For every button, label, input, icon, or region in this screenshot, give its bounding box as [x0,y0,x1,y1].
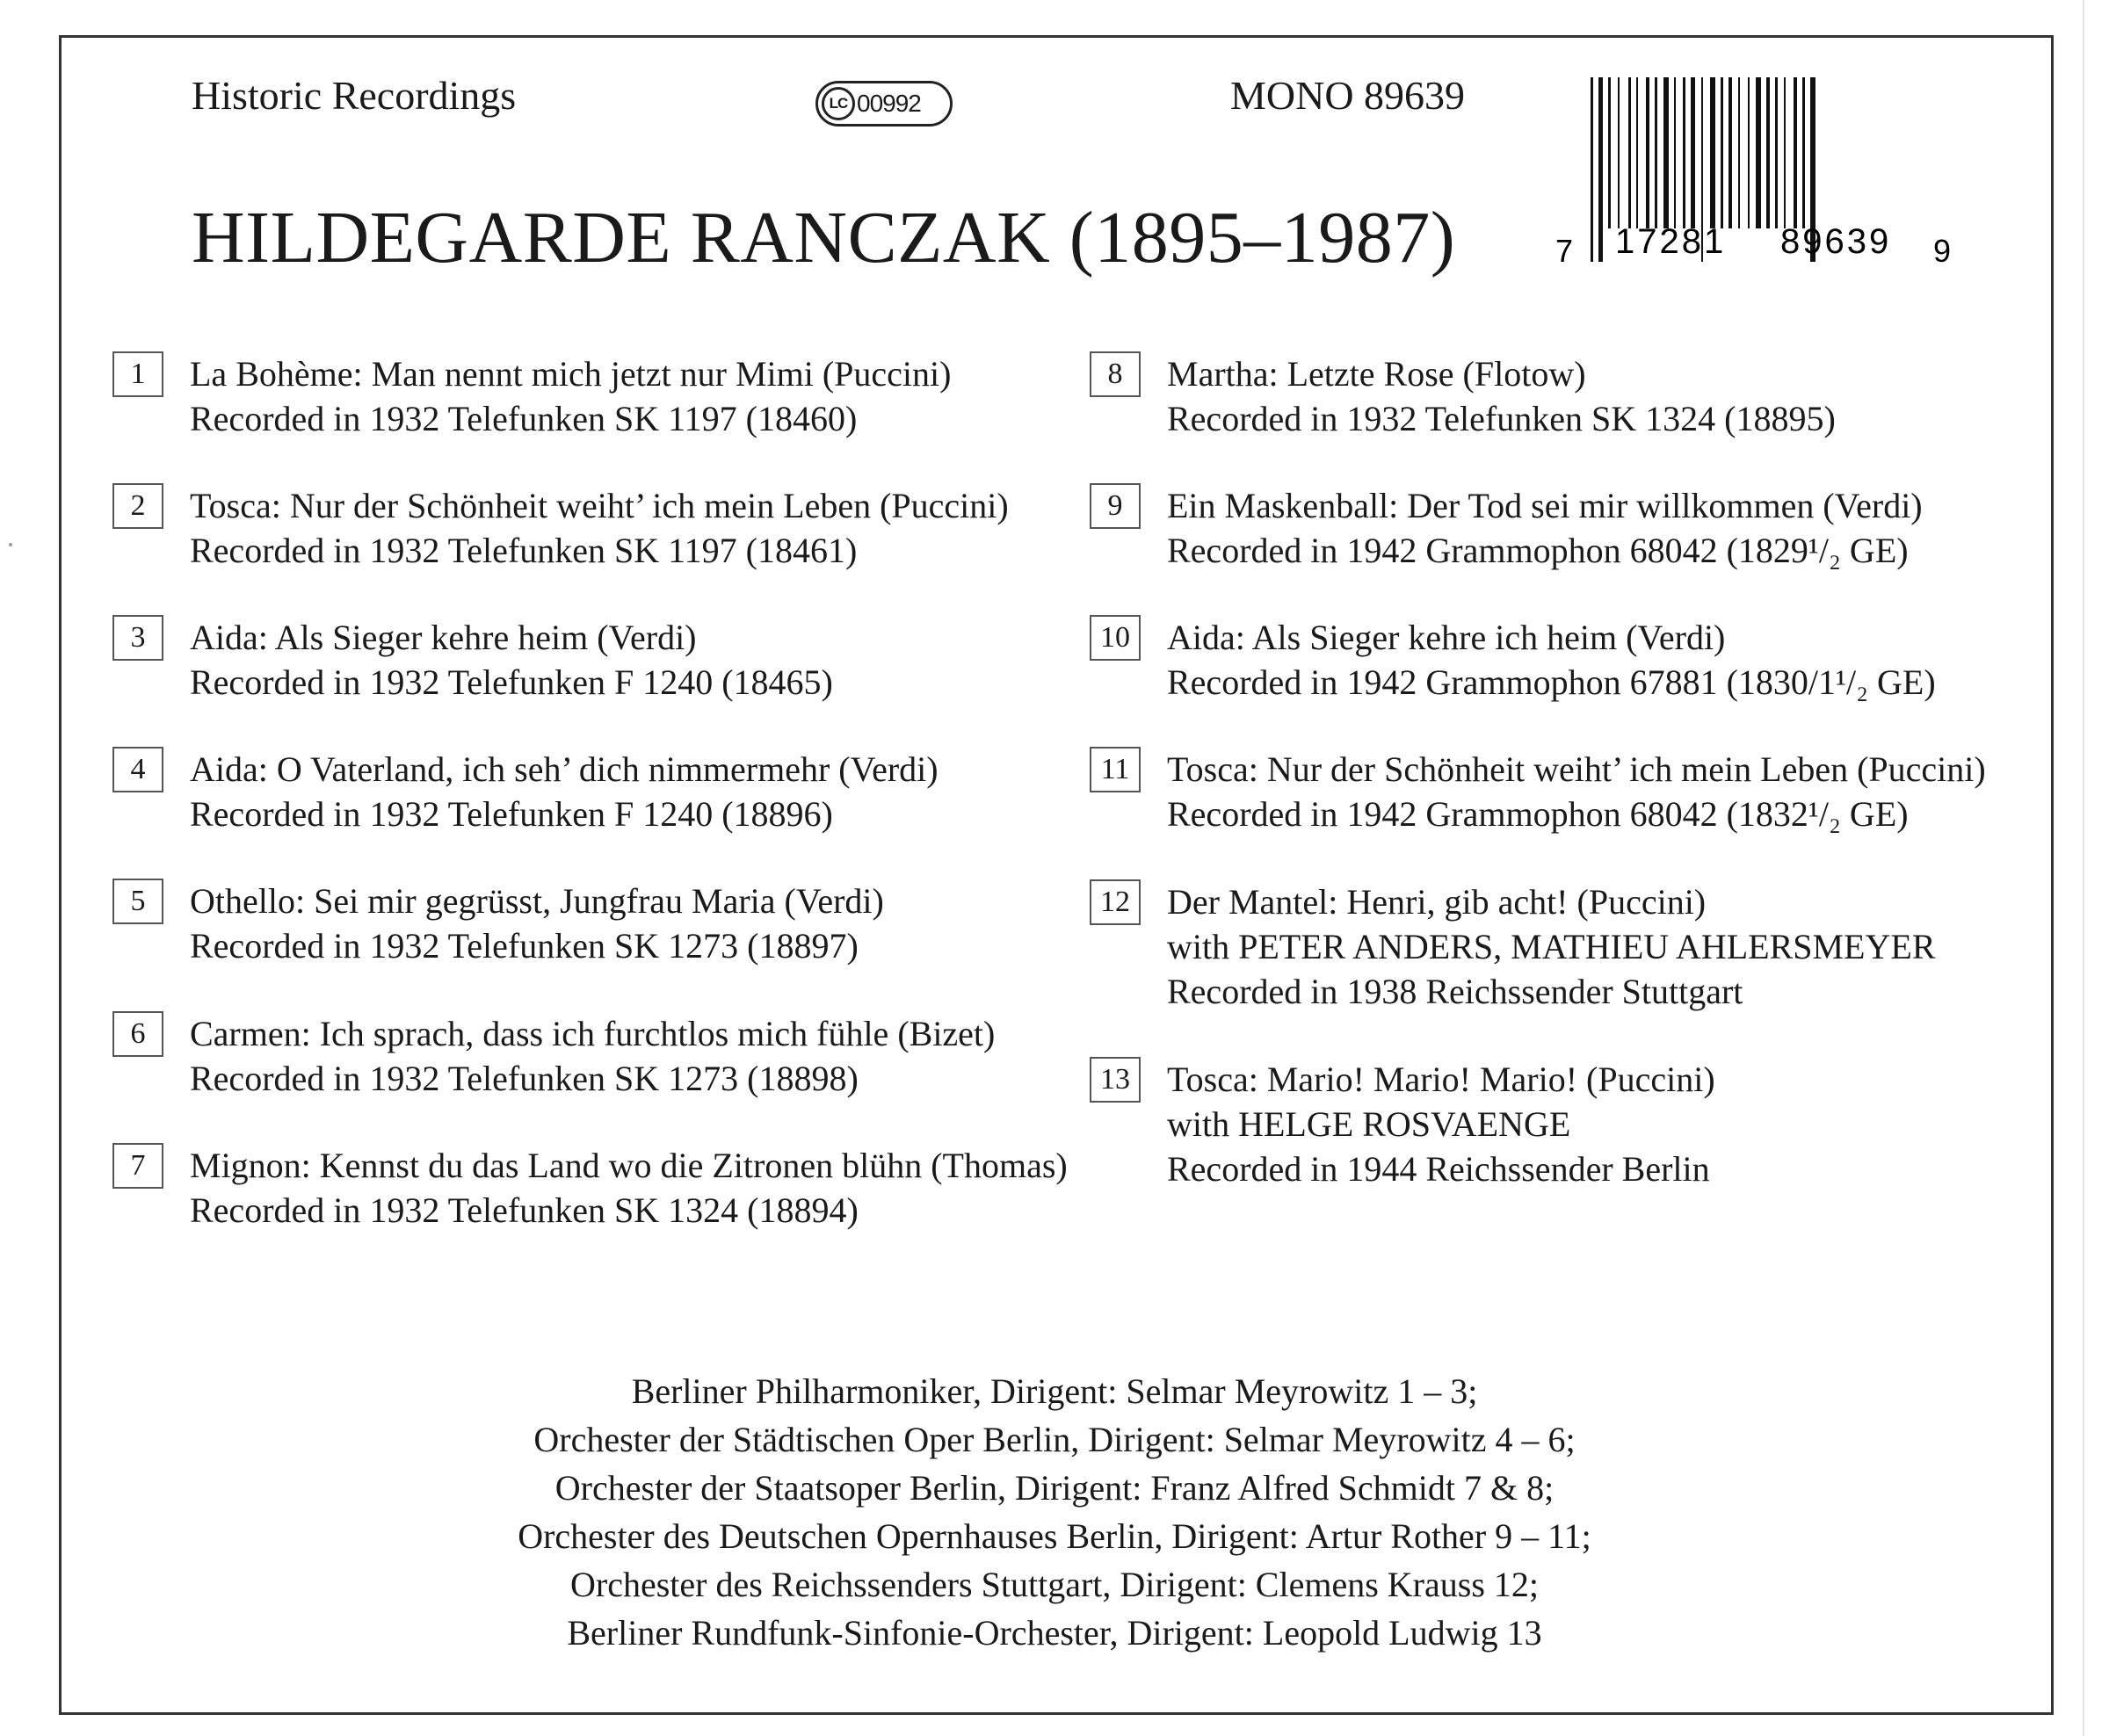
barcode [1555,77,1953,271]
label-code-prefix: LC [822,87,855,120]
track-detail: Recorded in 1938 Reichssender Stuttgart [1167,972,1743,1011]
barcode-bar [1646,77,1649,228]
track-title: Mignon: Kennst du das Land wo die Zitronen blühn (Thomas) [190,1146,1068,1185]
credit-line: Orchester der Städtischen Oper Berlin, Dirigent: Selmar Meyrowitz 4 – 6; [533,1420,1576,1459]
barcode-bar [1618,77,1620,228]
barcode-bar [1710,77,1715,228]
catalog-number: MONO 89639 [1230,73,1466,118]
track-text [190,747,939,836]
track-text [190,615,833,705]
barcode-bar [1721,77,1723,228]
barcode-digit-right: 9 [1933,233,1952,269]
barcode-bar [1674,77,1676,228]
track-title: Ein Maskenball: Der Tod sei mir willkommen (Verdi) [1167,486,1923,525]
credit-line: Orchester der Staatsoper Berlin, Dirigent: Franz Alfred Schmidt 7 & 8; [554,1468,1555,1508]
track-detail: Recorded in 1942 Grammophon 68042 (1832¹/₂ GE) [1167,794,1909,834]
track-text [1167,615,1936,705]
track-text [1167,879,1936,1014]
page-title: HILDEGARDE RANCZAK (1895–1987) [192,197,1456,278]
track-number: 2 [112,483,163,529]
track-number: 11 [1090,747,1141,792]
track-detail: with PETER ANDERS, MATHIEU AHLERSMEYER [1167,927,1936,966]
track-number: 7 [112,1143,163,1189]
barcode-bar [1756,77,1761,228]
track-title: Aida: Als Sieger kehre ich heim (Verdi) [1167,618,1726,657]
credit-line: Orchester des Deutschen Opernhauses Berlin, Dirigent: Artur Rother 9 – 11; [518,1516,1591,1556]
track-number: 8 [1090,351,1141,397]
orchestra-credits [0,1367,2109,1657]
barcode-bar [1628,77,1631,228]
barcode-bar [1591,77,1593,262]
track-text [190,483,1009,573]
track-title: Tosca: Nur der Schönheit weiht’ ich mein Leben (Puccini) [1167,749,1986,789]
track-title: Tosca: Mario! Mario! Mario! (Puccini) [1167,1060,1715,1099]
barcode-bar [1794,77,1797,228]
track-text [190,879,884,968]
track-text [190,1011,995,1101]
track-number: 9 [1090,483,1141,529]
track-detail: Recorded in 1932 Telefunken SK 1197 (18461) [190,531,858,570]
track-title: Tosca: Nur der Schönheit weiht’ ich mein Leben (Puccini) [190,486,1009,525]
track-detail: Recorded in 1932 Telefunken SK 1324 (18895) [1167,399,1836,438]
track-title: Martha: Letzte Rose (Flotow) [1167,354,1586,394]
track-number: 12 [1090,879,1141,925]
barcode-bar [1802,77,1805,228]
barcode-bar [1738,77,1740,228]
track-text [190,1143,1068,1233]
track-number: 5 [112,879,163,924]
barcode-bar [1655,77,1657,228]
track-title: Der Mantel: Henri, gib acht! (Puccini) [1167,882,1707,922]
track-detail: Recorded in 1942 Grammophon 68042 (1829¹/₂ GE) [1167,531,1909,570]
track-text [1167,483,1923,573]
track-text [1167,351,1836,441]
barcode-bar [1729,77,1732,228]
track-detail: Recorded in 1944 Reichssender Berlin [1167,1149,1710,1189]
track-detail: Recorded in 1942 Grammophon 67881 (1830/1¹/₂ GE) [1167,662,1936,702]
track-detail: Recorded in 1932 Telefunken F 1240 (18465) [190,662,833,702]
barcode-group-1: 17281 [1615,222,1727,261]
barcode-bar [1598,77,1603,262]
label-code-number: 00992 [857,90,921,117]
barcode-bar [1784,77,1786,228]
barcode-bar [1748,77,1750,228]
barcode-bar [1608,77,1611,228]
label-code-logo [815,81,953,127]
track-detail: Recorded in 1932 Telefunken F 1240 (18896) [190,794,833,834]
credit-line: Berliner Philharmoniker, Dirigent: Selmar Meyrowitz 1 – 3; [631,1371,1478,1411]
credit-line: Berliner Rundfunk-Sinfonie-Orchester, Dirigent: Leopold Ludwig 13 [567,1613,1542,1653]
track-text [1167,1057,1715,1191]
track-text [1167,747,1986,836]
track-detail: with HELGE ROSVAENGE [1167,1104,1571,1144]
credit-line: Orchester des Reichssenders Stuttgart, Dirigent: Clemens Krauss 12; [570,1565,1539,1604]
track-number: 4 [112,747,163,792]
speck [9,543,12,546]
track-number: 1 [112,351,163,397]
barcode-bar [1636,77,1638,228]
track-title: Carmen: Ich sprach, dass ich furchtlos mich fühle (Bizet) [190,1014,996,1053]
series-label: Historic Recordings [192,73,517,118]
barcode-bar [1663,77,1669,228]
track-number: 6 [112,1011,163,1057]
track-number: 3 [112,615,163,661]
track-number: 10 [1090,615,1141,661]
track-title: La Bohème: Man nennt mich jetzt nur Mimi (Puccini) [190,354,952,394]
barcode-bar [1683,77,1685,228]
barcode-group-2: 89639 [1780,222,1892,261]
barcode-digit-left: 7 [1555,233,1574,269]
track-detail: Recorded in 1932 Telefunken SK 1273 (18898) [190,1059,859,1098]
barcode-bar [1775,77,1778,228]
barcode-bar [1766,77,1770,228]
track-detail: Recorded in 1932 Telefunken SK 1324 (18894) [190,1190,859,1230]
track-detail: Recorded in 1932 Telefunken SK 1197 (18460) [190,399,858,438]
track-title: Aida: O Vaterland, ich seh’ dich nimmermehr (Verdi) [190,749,939,789]
barcode-bar [1691,77,1695,228]
track-detail: Recorded in 1932 Telefunken SK 1273 (18897) [190,926,859,966]
track-title: Aida: Als Sieger kehre heim (Verdi) [190,618,697,657]
track-text [190,351,951,441]
track-title: Othello: Sei mir gegrüsst, Jungfrau Maria (Verdi) [190,881,884,921]
track-number: 13 [1090,1057,1141,1103]
